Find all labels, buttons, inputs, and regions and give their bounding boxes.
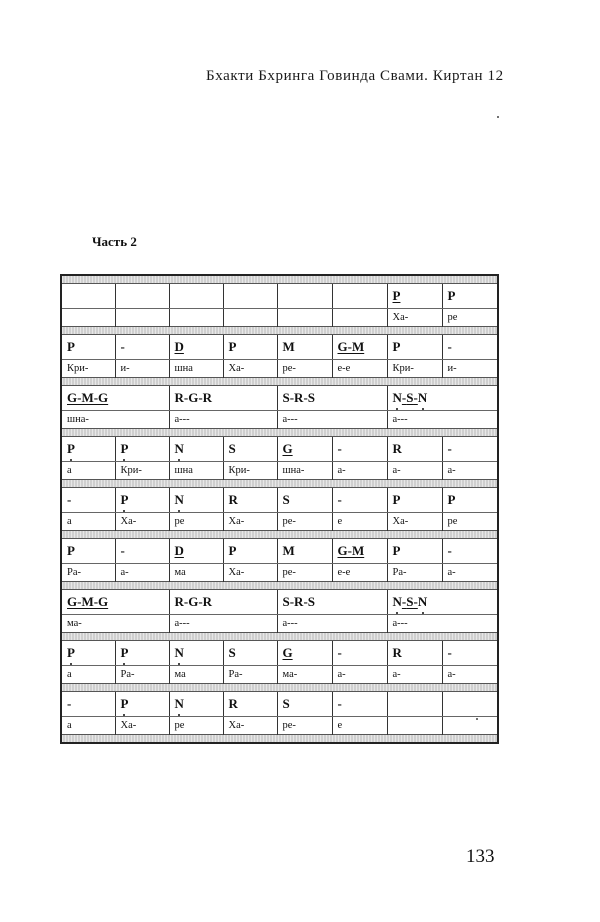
note-cell <box>387 437 442 462</box>
note-cell <box>115 641 169 666</box>
note-text: - <box>447 339 452 354</box>
note-text: N <box>174 696 184 711</box>
row-separator <box>61 531 498 539</box>
note-text: - <box>120 339 125 354</box>
note-text: P <box>392 288 401 303</box>
lyrics-row <box>61 411 498 429</box>
notation-table <box>60 274 499 744</box>
note-text: N <box>174 492 184 507</box>
lyric-cell: а <box>61 666 115 684</box>
note-cell <box>61 335 115 360</box>
note-text: P <box>67 441 75 456</box>
lyrics-row <box>61 360 498 378</box>
note-cell <box>61 590 169 615</box>
note-text: R <box>228 696 238 711</box>
separator-band <box>61 275 498 284</box>
note-text: M <box>282 339 295 354</box>
lyric-cell <box>387 717 442 735</box>
separator-band <box>61 633 498 641</box>
note-cell <box>387 692 442 717</box>
note-text: - <box>447 543 452 558</box>
note-cell <box>277 437 332 462</box>
separator-band <box>61 735 498 744</box>
note-text: D <box>174 339 184 354</box>
notes-row <box>61 488 498 513</box>
lyric-cell: а- <box>115 564 169 582</box>
note-cell <box>332 539 387 564</box>
note-text: P <box>120 492 129 507</box>
lyric-cell: Ра- <box>387 564 442 582</box>
lyric-cell: ре <box>169 717 223 735</box>
note-cell <box>61 641 115 666</box>
lyrics-row <box>61 717 498 735</box>
lyric-cell: а--- <box>169 411 277 429</box>
note-cell <box>223 437 277 462</box>
lyric-cell: и- <box>115 360 169 378</box>
lyric-cell: а--- <box>277 411 387 429</box>
note-text: R <box>392 645 402 660</box>
note-cell <box>387 386 498 411</box>
note-cell <box>332 335 387 360</box>
note-cell <box>442 539 498 564</box>
lyric-cell: а <box>61 462 115 480</box>
note-cell <box>332 284 387 309</box>
lyric-cell: шна <box>169 462 223 480</box>
lyric-cell: ре <box>442 309 498 327</box>
lyric-cell: а--- <box>277 615 387 633</box>
note-cell <box>169 335 223 360</box>
note-text: P <box>392 543 401 558</box>
note-cell <box>442 692 498 717</box>
running-header: Бхакти Бхринга Говинда Свами. Киртан 12 <box>206 68 504 84</box>
note-cell <box>223 539 277 564</box>
lyric-cell <box>115 309 169 327</box>
lyric-cell: а- <box>442 666 498 684</box>
note-cell <box>223 692 277 717</box>
note-text: R-G-R <box>174 390 213 405</box>
row-separator <box>61 684 498 692</box>
note-text: S-R-S <box>282 594 316 609</box>
lyric-cell: а--- <box>169 615 277 633</box>
section-title: Часть 2 <box>92 234 137 249</box>
note-text: D <box>174 543 184 558</box>
lyric-cell: а- <box>332 666 387 684</box>
lyric-cell: а <box>61 513 115 531</box>
separator-band <box>61 327 498 335</box>
notes-row <box>61 692 498 717</box>
lyric-cell: Кри- <box>115 462 169 480</box>
lyric-cell: шна <box>169 360 223 378</box>
lyric-cell: Кри- <box>61 360 115 378</box>
lyrics-row <box>61 513 498 531</box>
note-text: R-G-R <box>174 594 213 609</box>
lyric-cell: е-е <box>332 360 387 378</box>
lyric-cell: ма- <box>277 666 332 684</box>
note-cell <box>115 692 169 717</box>
row-separator <box>61 378 498 386</box>
lyric-cell: Ра- <box>61 564 115 582</box>
note-cell <box>115 284 169 309</box>
note-text: S <box>228 645 236 660</box>
lyrics-row <box>61 309 498 327</box>
note-text: N-S-N <box>392 390 428 405</box>
lyric-cell: Ха- <box>387 309 442 327</box>
note-cell <box>277 539 332 564</box>
note-text: G <box>282 441 293 456</box>
note-cell <box>387 284 442 309</box>
note-text: N <box>174 645 184 660</box>
note-text: G-M <box>337 543 365 558</box>
note-text: - <box>447 441 452 456</box>
separator-band <box>61 429 498 437</box>
note-text: P <box>67 543 75 558</box>
lyric-cell: а- <box>387 666 442 684</box>
note-cell <box>223 488 277 513</box>
lyric-cell: а- <box>442 462 498 480</box>
note-cell <box>169 590 277 615</box>
notes-row <box>61 590 498 615</box>
lyrics-row <box>61 666 498 684</box>
lyric-cell: ма- <box>61 615 169 633</box>
separator-band <box>61 531 498 539</box>
lyric-cell: Ха- <box>115 513 169 531</box>
notes-row <box>61 437 498 462</box>
lyric-cell: Ха- <box>223 717 277 735</box>
lyric-cell: а- <box>332 462 387 480</box>
lyric-cell: Кри- <box>223 462 277 480</box>
lyric-cell: ре <box>169 513 223 531</box>
note-text: P <box>228 543 237 558</box>
note-cell <box>332 641 387 666</box>
lyric-cell: Кри- <box>387 360 442 378</box>
row-separator <box>61 275 498 284</box>
note-cell <box>61 488 115 513</box>
separator-band <box>61 582 498 590</box>
note-text: S <box>282 696 290 711</box>
lyrics-row <box>61 615 498 633</box>
row-separator <box>61 429 498 437</box>
note-text: P <box>67 339 75 354</box>
note-text: R <box>392 441 402 456</box>
note-text: - <box>337 696 342 711</box>
note-cell <box>169 437 223 462</box>
note-cell <box>115 539 169 564</box>
note-cell <box>332 692 387 717</box>
lyrics-row <box>61 564 498 582</box>
note-cell <box>442 437 498 462</box>
note-text: P <box>392 492 401 507</box>
lyric-cell <box>332 309 387 327</box>
note-text: - <box>67 696 72 711</box>
note-cell <box>169 692 223 717</box>
notes-row <box>61 284 498 309</box>
note-cell <box>61 386 169 411</box>
note-text: G-M-G <box>67 594 109 609</box>
note-cell <box>387 641 442 666</box>
row-separator <box>61 582 498 590</box>
note-cell <box>442 641 498 666</box>
note-cell <box>223 284 277 309</box>
note-text: P <box>447 288 456 303</box>
lyric-cell: Ха- <box>223 513 277 531</box>
lyric-cell: Ра- <box>223 666 277 684</box>
note-cell <box>169 386 277 411</box>
note-text: P <box>392 339 401 354</box>
row-separator <box>61 327 498 335</box>
note-cell <box>442 335 498 360</box>
separator-band <box>61 378 498 386</box>
note-cell <box>387 590 498 615</box>
note-text: - <box>67 492 72 507</box>
note-cell <box>169 539 223 564</box>
lyric-cell: шна- <box>61 411 169 429</box>
note-text: - <box>337 645 342 660</box>
note-text: P <box>120 441 129 456</box>
note-cell <box>387 488 442 513</box>
note-cell <box>442 284 498 309</box>
lyric-cell: е <box>332 513 387 531</box>
note-text: P <box>120 645 129 660</box>
note-text: P <box>67 645 75 660</box>
row-separator <box>61 633 498 641</box>
lyric-cell: е <box>332 717 387 735</box>
notes-row <box>61 335 498 360</box>
note-text: - <box>120 543 125 558</box>
lyric-cell: шна- <box>277 462 332 480</box>
note-text: P <box>120 696 129 711</box>
note-text: M <box>282 543 295 558</box>
note-text: - <box>337 441 342 456</box>
note-cell <box>115 488 169 513</box>
note-cell <box>223 335 277 360</box>
lyric-cell: а- <box>387 462 442 480</box>
lyrics-row <box>61 462 498 480</box>
note-cell <box>387 335 442 360</box>
lyric-cell: е-е <box>332 564 387 582</box>
note-cell <box>442 488 498 513</box>
note-cell <box>115 335 169 360</box>
lyric-cell: ре- <box>277 513 332 531</box>
lyric-cell: Ха- <box>223 564 277 582</box>
note-cell <box>387 539 442 564</box>
lyric-cell <box>277 309 332 327</box>
note-text: S-R-S <box>282 390 316 405</box>
note-cell <box>277 335 332 360</box>
note-text: S <box>228 441 236 456</box>
note-text: P <box>447 492 456 507</box>
note-cell <box>169 641 223 666</box>
lyric-cell: ре <box>442 513 498 531</box>
notes-row <box>61 539 498 564</box>
lyric-cell: Ра- <box>115 666 169 684</box>
lyric-cell: ма <box>169 564 223 582</box>
note-cell <box>223 641 277 666</box>
notes-row <box>61 386 498 411</box>
lyric-cell: ма <box>169 666 223 684</box>
note-cell <box>169 488 223 513</box>
note-text: - <box>337 492 342 507</box>
note-text: G <box>282 645 293 660</box>
lyric-cell <box>442 717 498 735</box>
note-text: G-M <box>337 339 365 354</box>
lyric-cell <box>223 309 277 327</box>
note-cell <box>61 692 115 717</box>
note-cell <box>332 437 387 462</box>
lyric-cell: ре- <box>277 717 332 735</box>
note-text: P <box>228 339 237 354</box>
lyric-cell: Ха- <box>223 360 277 378</box>
row-separator <box>61 480 498 488</box>
stray-mark <box>476 718 478 720</box>
note-text: N <box>174 441 184 456</box>
note-text: R <box>228 492 238 507</box>
lyric-cell: Ха- <box>387 513 442 531</box>
note-cell <box>277 284 332 309</box>
note-cell <box>169 284 223 309</box>
separator-band <box>61 480 498 488</box>
lyric-cell: ре- <box>277 564 332 582</box>
note-text: N-S-N <box>392 594 428 609</box>
lyric-cell: ре- <box>277 360 332 378</box>
separator-band <box>61 684 498 692</box>
lyric-cell: а--- <box>387 411 498 429</box>
lyric-cell: а--- <box>387 615 498 633</box>
note-cell <box>277 488 332 513</box>
notes-row <box>61 641 498 666</box>
note-text: - <box>447 645 452 660</box>
note-cell <box>277 692 332 717</box>
note-cell <box>61 284 115 309</box>
note-cell <box>61 437 115 462</box>
note-cell <box>115 437 169 462</box>
page-number: 133 <box>466 846 495 867</box>
lyric-cell: а- <box>442 564 498 582</box>
note-text: G-M-G <box>67 390 109 405</box>
lyric-cell: Ха- <box>115 717 169 735</box>
note-cell <box>332 488 387 513</box>
lyric-cell <box>169 309 223 327</box>
lyric-cell <box>61 309 115 327</box>
note-cell <box>277 590 387 615</box>
row-separator <box>61 735 498 744</box>
stray-mark <box>497 116 499 118</box>
note-cell <box>277 641 332 666</box>
lyric-cell: и- <box>442 360 498 378</box>
note-cell <box>277 386 387 411</box>
lyric-cell: а <box>61 717 115 735</box>
note-cell <box>61 539 115 564</box>
note-text: S <box>282 492 290 507</box>
